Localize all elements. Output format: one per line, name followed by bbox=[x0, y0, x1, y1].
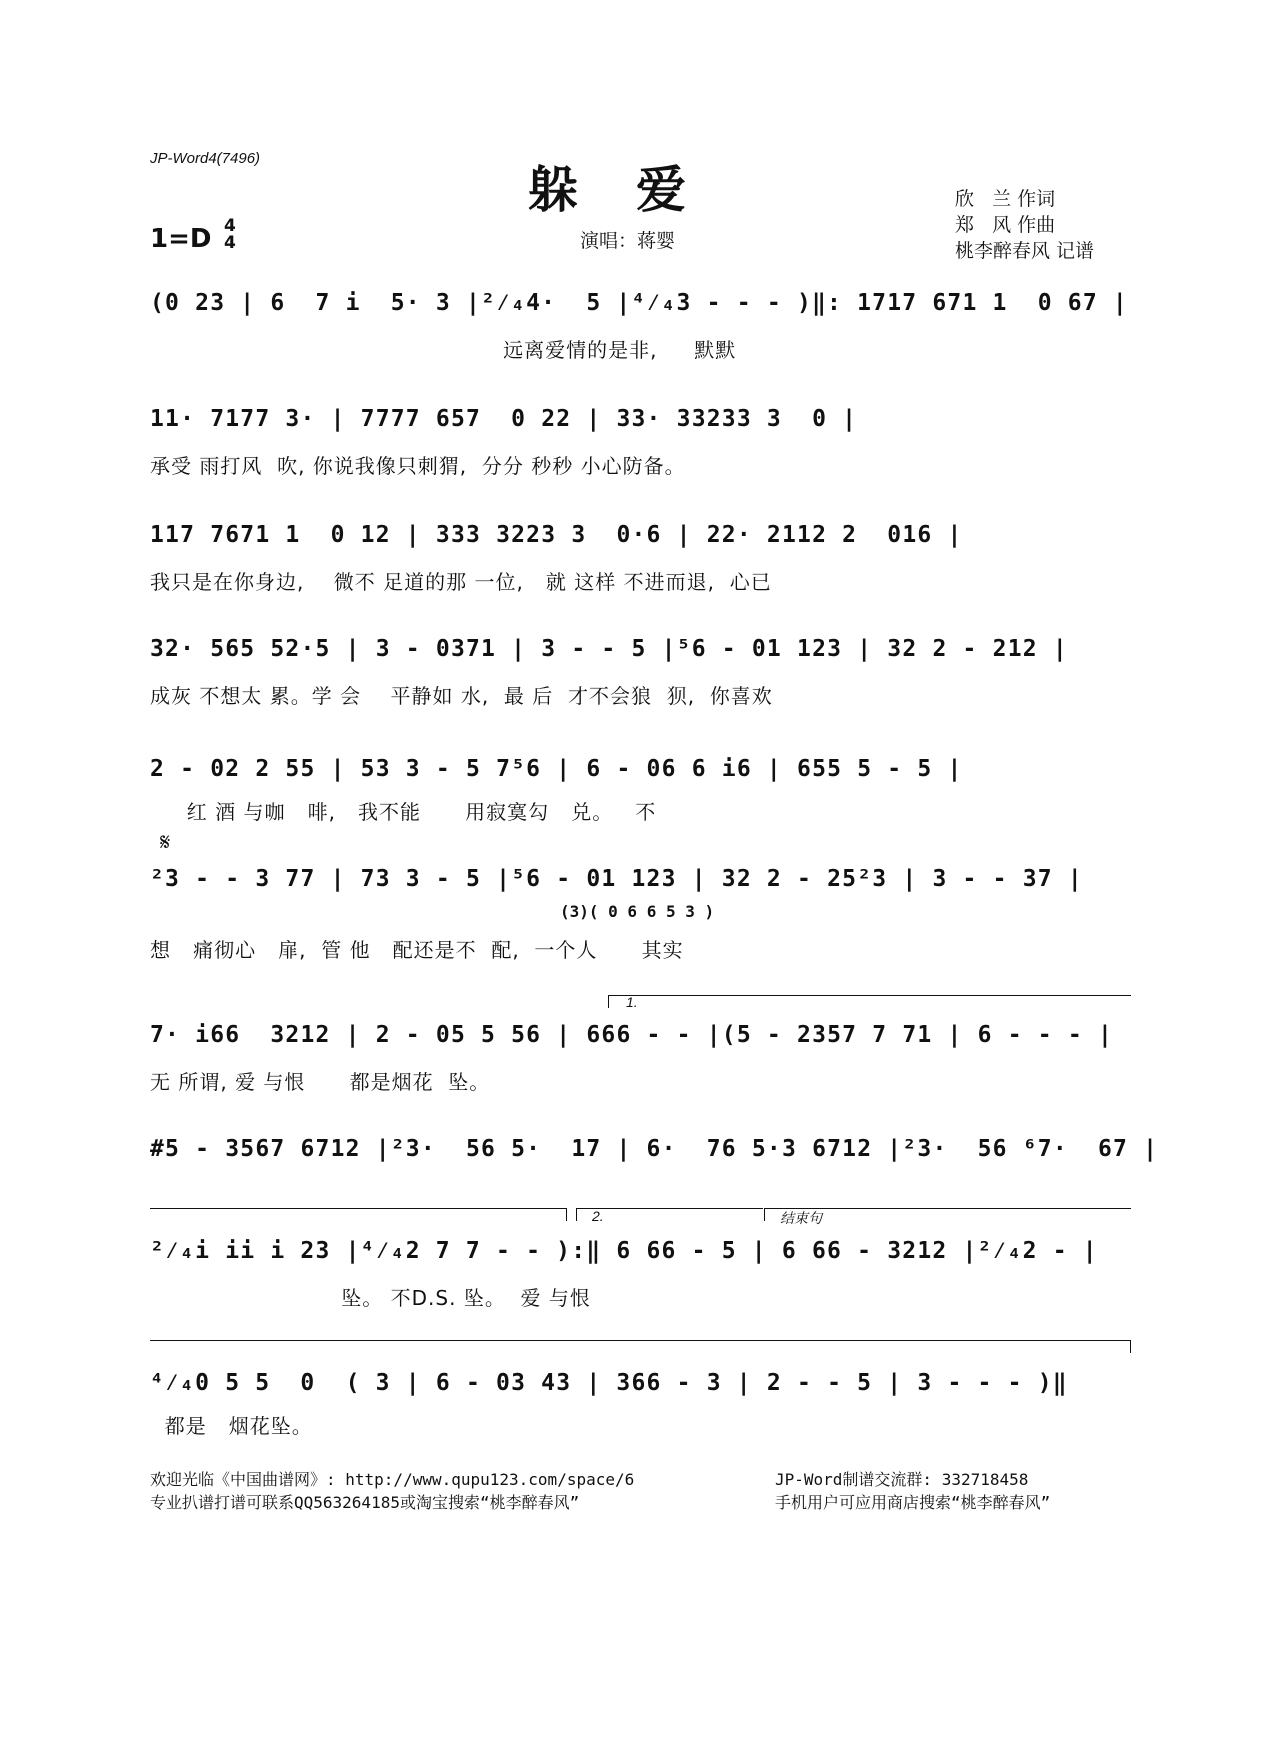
singer-credit: 演唱：蒋婴 bbox=[580, 230, 676, 252]
footer-app: 手机用户可应用商店搜索“桃李醉春风” bbox=[775, 1493, 1051, 1512]
lyric-row: 我只是在你身边, 微不 足道的那 一位, 就 这样 不进而退, 心已 bbox=[150, 570, 772, 594]
volta-1-label: 1. bbox=[626, 994, 638, 1010]
transcriber-credit: 桃李醉春风 记谱 bbox=[955, 240, 1095, 262]
volta-1-end-bracket bbox=[150, 1208, 567, 1221]
notation-row: 32· 565 52·5 | 3 - 0371 | 3 - - 5 |⁵6 - 01 123 | 32 2 - 212 | bbox=[150, 636, 1068, 662]
notation-row: #5 - 3567 6712 |²3· 56 5· 17 | 6· 76 5·3 6712 |²3· 56 ⁶7· 67 | bbox=[150, 1136, 1159, 1162]
notation-row: ⁴⁄₄0 5 5 0 ( 3 | 6 - 03 43 | 366 - 3 | 2 - - 5 | 3 - - - )‖ bbox=[150, 1370, 1068, 1396]
lyric-row: 想 痛彻心 扉, 管 他 配还是不 配, 一个人 其实 bbox=[150, 938, 684, 962]
lyric-row: 无 所谓, 爱 与恨 都是烟花 坠。 bbox=[150, 1070, 491, 1094]
notation-row: 7· i66 3212 | 2 - 05 5 56 | 666 - - |(5 - 2357 7 71 | 6 - - - | bbox=[150, 1022, 1114, 1048]
volta-2-label: 2. bbox=[592, 1208, 604, 1224]
footer-group: JP-Word制谱交流群: 332718458 bbox=[775, 1470, 1029, 1489]
composer-credit: 郑 风 作曲 bbox=[955, 214, 1056, 236]
alternate-notes: (3)( 0 6 6 5 3 ) bbox=[560, 902, 715, 921]
lyric-row: 远离爱情的是非, 默默 bbox=[150, 338, 737, 362]
lyric-row: 成灰 不想太 累。学 会 平静如 水, 最 后 才不会狼 狈, 你喜欢 bbox=[150, 684, 773, 708]
time-signature bbox=[224, 218, 236, 252]
footer-contact: 专业扒谱打谱可联系QQ563264185或淘宝搜索“桃李醉春风” bbox=[150, 1493, 580, 1512]
time-signature-top: 4 bbox=[224, 216, 236, 236]
lyric-row: 红 酒 与咖 啡, 我不能 用寂寞勾 兑。 不 bbox=[150, 800, 657, 824]
ending-label: 结束句 bbox=[780, 1210, 822, 1226]
segno-icon: 𝄋 bbox=[160, 828, 171, 856]
notation-row: 117 7671 1 0 12 | 333 3223 3 0·6 | 22· 2112 2 016 | bbox=[150, 522, 963, 548]
lyricist-credit: 欣 兰 作词 bbox=[955, 188, 1056, 210]
notation-row: 2 - 02 2 55 | 53 3 - 5 7⁵6 | 6 - 06 6 i6 | 655 5 - 5 | bbox=[150, 756, 963, 782]
software-label: JP-Word4(7496) bbox=[150, 150, 261, 167]
lyric-row: 坠。 不D.S. 坠。 爱 与恨 bbox=[150, 1286, 591, 1310]
notation-row: ²⁄₄i ii i 23 |⁴⁄₄2 7 7 - - ):‖ 6 66 - 5 | 6 66 - 3212 |²⁄₄2 - | bbox=[150, 1238, 1098, 1264]
notation-row: (0 23 | 6 7 i 5· 3 |²⁄₄4· 5 |⁴⁄₄3 - - - )‖: 1717 671 1 0 67 | bbox=[150, 290, 1128, 316]
footer-site-link[interactable]: 欢迎光临《中国曲谱网》: http://www.qupu123.com/space/6 bbox=[150, 1470, 635, 1489]
song-title: 躲爱 bbox=[528, 161, 744, 219]
time-signature-bottom: 4 bbox=[224, 233, 236, 253]
volta-1-bracket bbox=[608, 995, 1131, 1008]
final-bracket bbox=[150, 1340, 1131, 1353]
lyric-row: 都是 烟花坠。 bbox=[150, 1414, 313, 1438]
lyric-row: 承受 雨打风 吹, 你说我像只刺猬, 分分 秒秒 小心防备。 bbox=[150, 454, 686, 478]
key-signature: 1=D bbox=[150, 224, 212, 254]
volta-2-bracket bbox=[576, 1208, 763, 1221]
notation-row: ²3 - - 3 77 | 73 3 - 5 |⁵6 - 01 123 | 32 2 - 25²3 | 3 - - 37 | bbox=[150, 866, 1083, 892]
notation-row: 11· 7177 3· | 7777 657 0 22 | 33· 33233 3 0 | bbox=[150, 406, 858, 432]
